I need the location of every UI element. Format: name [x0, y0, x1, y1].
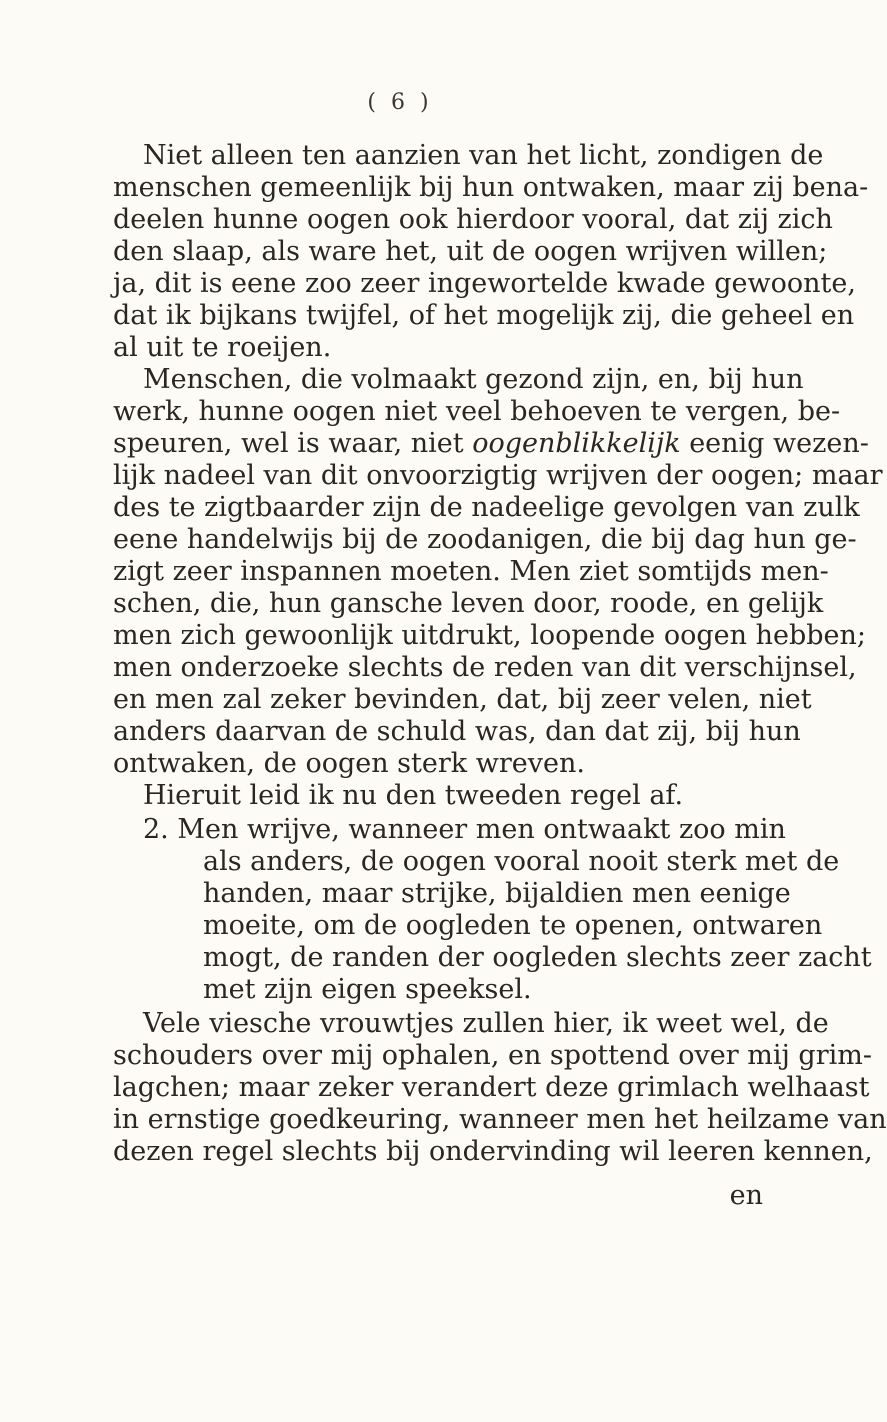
text-line: eene handelwijs bij de zoodanigen, die bij dag hun ge- [113, 524, 857, 555]
page-number: ( 6 ) [367, 90, 433, 115]
text-line: met zijn eigen speeksel. [203, 974, 532, 1005]
text-line: ja, dit is eene zoo zeer ingewortelde kwade gewoonte, [113, 268, 856, 299]
text-line: en men zal zeker bevinden, dat, bij zeer velen, niet [113, 684, 812, 715]
text-line: lagchen; maar zeker verandert deze grimlach welhaast [113, 1072, 870, 1103]
text-line: anders daarvan de schuld was, dan dat zij, bij hun [113, 716, 801, 747]
text-line: als anders, de oogen vooral nooit sterk met de [203, 846, 840, 877]
text-line: deelen hunne oogen ook hierdoor vooral, dat zij zich [113, 204, 833, 235]
text-line: speuren, wel is waar, niet oogenblikkelijk eenig wezen- [113, 428, 869, 459]
text-line: Hieruit leid ik nu den tweeden regel af. [143, 780, 684, 811]
text-line: schouders over mij ophalen, en spottend over mij grim- [113, 1040, 872, 1071]
text-line: dezen regel slechts bij ondervinding wil leeren kennen, [113, 1136, 873, 1167]
text-line: schen, die, hun gansche leven door, roode, en gelijk [113, 588, 824, 619]
text-line: al uit te roeijen. [113, 332, 332, 363]
text-line: men zich gewoonlijk uitdrukt, loopende oogen hebben; [113, 620, 866, 651]
text-line: ontwaken, de oogen sterk wreven. [113, 748, 585, 779]
text-line: den slaap, als ware het, uit de oogen wrijven willen; [113, 236, 828, 267]
text-line: mogt, de randen der oogleden slechts zeer zacht [203, 942, 872, 973]
text-line: menschen gemeenlijk bij hun ontwaken, maar zij bena- [113, 172, 869, 203]
text-line: dat ik bijkans twijfel, of het mogelijk zij, die geheel en [113, 300, 855, 331]
text-line: Vele viesche vrouwtjes zullen hier, ik weet wel, de [143, 1008, 829, 1039]
text-line: 2. Men wrijve, wanneer men ontwaakt zoo min [143, 814, 786, 845]
text-line: werk, hunne oogen niet veel behoeven te vergen, be- [113, 396, 841, 427]
text-line: in ernstige goedkeuring, wanneer men het heilzame van [113, 1104, 887, 1135]
text-line: Menschen, die volmaakt gezond zijn, en, bij hun [143, 364, 804, 395]
text-line: handen, maar strijke, bijaldien men eenige [203, 878, 791, 909]
text-line: des te zigtbaarder zijn de nadeelige gevolgen van zulk [113, 492, 860, 523]
text-line: zigt zeer inspannen moeten. Men ziet somtijds men- [113, 556, 829, 587]
text-line: moeite, om de oogleden te openen, ontwaren [203, 910, 823, 941]
text-line: lijk nadeel van dit onvoorzigtig wrijven der oogen; maar [113, 460, 883, 491]
text-line: Niet alleen ten aanzien van het licht, zondigen de [143, 140, 824, 171]
text-line: en [729, 1180, 763, 1211]
text-line: men onderzoeke slechts de reden van dit verschijnsel, [113, 652, 857, 683]
